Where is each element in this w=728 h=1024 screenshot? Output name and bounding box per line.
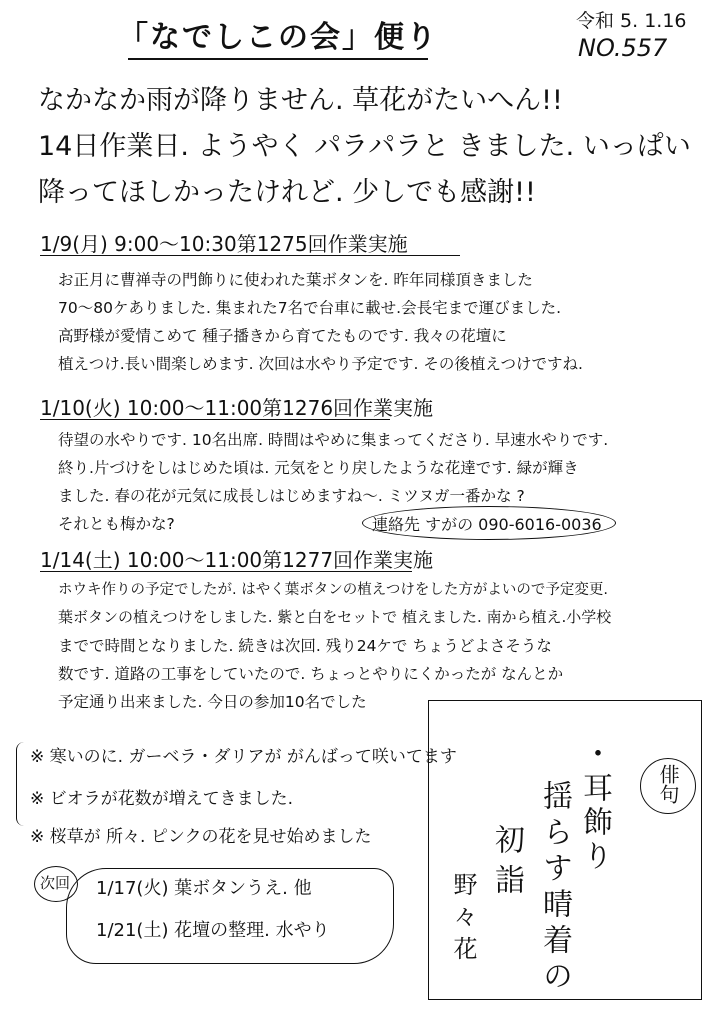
section-heading: 1/9(月) 9:00〜10:30第1275回作業実施	[40, 232, 408, 256]
issue-number: NO.557	[578, 34, 668, 62]
haiku-line: 初詣	[489, 824, 524, 904]
heading-underline	[40, 571, 412, 572]
title-underline	[128, 58, 428, 60]
body-line: 植えつけ.長い間楽しめます. 次回は水やり予定です. その後植えつけですね.	[58, 355, 583, 373]
body-line: それとも梅かな?	[58, 515, 175, 533]
body-line: 高野様が愛情こめて 種子播きから育てたものです. 我々の花壇に	[58, 327, 507, 345]
note-item: ※ 桜草が 所々. ピンクの花を見せ始めました	[30, 827, 372, 847]
body-line: ホウキ作りの予定でしたが. はやく葉ボタンの植えつけをした方がよいので予定変更.	[58, 582, 609, 598]
intro-line: 降ってほしかったけれど. 少しでも感謝!!	[38, 177, 536, 208]
notes-brace	[16, 742, 27, 826]
next-item: 1/21(土) 花壇の整理. 水やり	[96, 920, 330, 941]
heading-underline	[40, 255, 460, 256]
section-heading: 1/10(火) 10:00〜11:00第1276回作業実施	[40, 396, 434, 420]
haiku-line: 揺らす晴着の	[537, 780, 572, 996]
newsletter-title: 「なでしこの会」便り	[118, 20, 438, 55]
body-line: 終り.片づけをしはじめた頃は. 元気をとり戻したような花達です. 緑が輝き	[58, 459, 579, 477]
body-line: 待望の水やりです. 10名出席. 時間はやめに集まってくださり. 早速水やりです.	[58, 431, 609, 449]
body-line: までで時間となりました. 続きは次回. 残り24ケで ちょうどよさそうな	[58, 637, 552, 655]
body-line: 70〜80ケありました. 集まれた7名で台車に載せ.会長宅まで運びました.	[58, 299, 562, 317]
heading-underline	[40, 419, 390, 420]
next-item: 1/17(火) 葉ボタンうえ. 他	[96, 878, 312, 899]
contact-phone: 連絡先 すがの 090-6016-0036	[372, 515, 602, 534]
body-line: 予定通り出来ました. 今日の参加10名でした	[58, 693, 367, 711]
body-line: 葉ボタンの植えつけをしました. 紫と白をセットで 植えました. 南から植え.小学校	[58, 608, 612, 626]
intro-line: 14日作業日. ようやく パラパラと きました. いっぱい	[38, 131, 691, 162]
haiku-badge-label: 俳句	[656, 764, 680, 804]
note-item: ※ 寒いのに. ガーベラ・ダリアが がんばって咲いてます	[30, 747, 457, 767]
section-heading: 1/14(土) 10:00〜11:00第1277回作業実施	[40, 548, 434, 572]
note-item: ※ ビオラが花数が増えてきました.	[30, 789, 294, 809]
haiku-line: ・耳飾り	[577, 738, 612, 874]
issue-date: 令和 5. 1.16	[576, 10, 687, 32]
next-label: 次回	[40, 874, 71, 892]
body-line: お正月に曹禅寺の門飾りに使われた葉ボタンを. 昨年同様頂きました	[58, 271, 533, 289]
body-line: ました. 春の花が元気に成長しはじめますね〜. ミツヌガ一番かな ?	[58, 487, 525, 505]
intro-line: なかなか雨が降りません. 草花がたいへん!!	[38, 85, 563, 116]
body-line: 数です. 道路の工事をしていたので. ちょっとやりにくかったが なんとか	[58, 665, 564, 683]
haiku-author: 野々花	[449, 872, 477, 968]
